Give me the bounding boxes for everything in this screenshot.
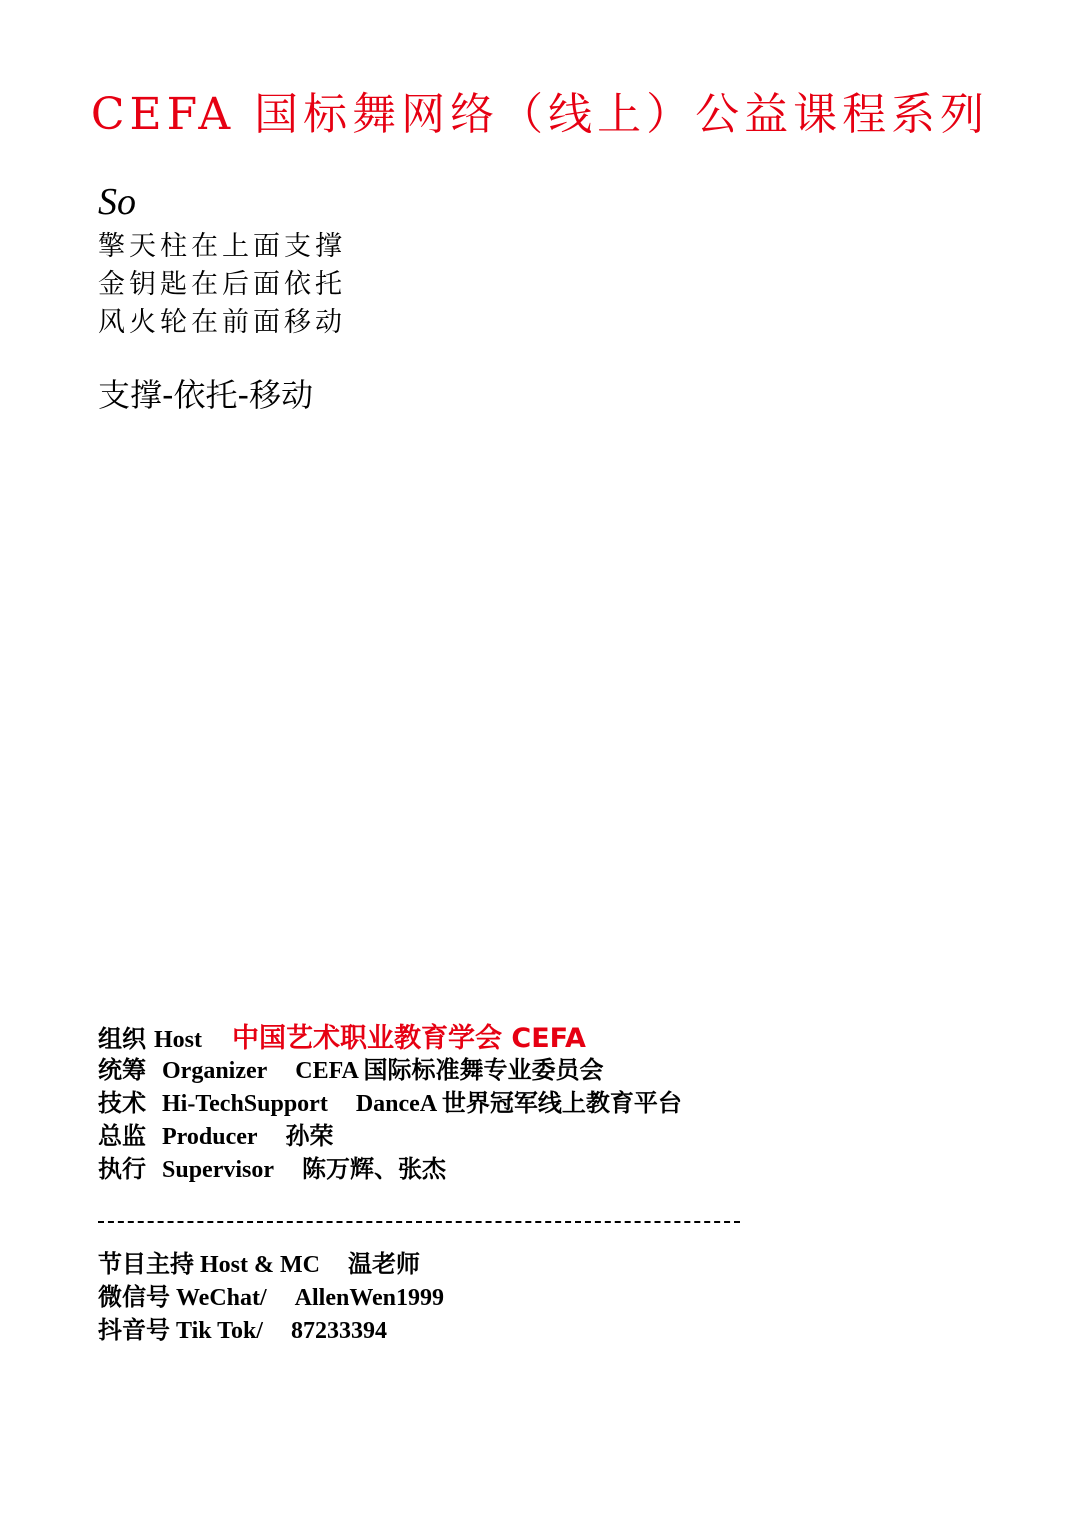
credit-row-supervisor [98,1154,682,1187]
contact-row-wechat [98,1282,444,1315]
credit-value: 中国艺术职业教育学会 CEFA [232,1023,586,1054]
contact-label: 节目主持 Host & MC [98,1252,320,1278]
intro-word: So [98,181,136,223]
credits-block [98,1022,682,1187]
credit-value: DanceA 世界冠军线上教育平台 [355,1091,682,1117]
summary-line: 支撑-依托-移动 [98,376,314,414]
contact-value: AllenWen1999 [294,1285,445,1311]
credit-role-cn: 总监 [98,1124,146,1150]
page-title: CEFA 国标舞网络（线上）公益课程系列 [90,89,990,140]
credit-row-techsupport [98,1088,682,1121]
credit-role-cn: 统筹 [98,1058,146,1084]
contact-row-tiktok [98,1315,444,1348]
credit-role-cn: 执行 [98,1157,146,1183]
dashed-divider [98,1221,740,1223]
credit-row-host [98,1022,682,1055]
contact-row-host-mc [98,1249,444,1282]
credit-role-en: Organizer [162,1058,268,1084]
credit-role-en: Supervisor [162,1157,275,1183]
contact-value: 温老师 [347,1252,420,1278]
contact-label: 微信号 WeChat/ [98,1285,267,1311]
credit-value: 陈万辉、张杰 [302,1157,447,1183]
credit-role-en: Hi-TechSupport [162,1091,328,1117]
contact-value: 87233394 [290,1318,387,1344]
poem-line: 擎天柱在上面支撑 [98,231,346,262]
contact-label: 抖音号 Tik Tok/ [98,1318,263,1344]
poem-block [98,228,346,342]
credit-value: CEFA 国际标准舞专业委员会 [295,1058,604,1084]
credit-value: 孙荣 [285,1124,334,1150]
credit-row-producer [98,1121,682,1154]
credit-row-organizer [98,1055,682,1088]
credit-role-en: Host [154,1027,202,1053]
poem-line: 风火轮在前面移动 [98,307,346,338]
credit-role-cn: 技术 [98,1091,146,1117]
contacts-block [98,1249,444,1348]
poem-line: 金钥匙在后面依托 [98,269,346,300]
credit-role-cn: 组织 [98,1027,146,1053]
credit-role-en: Producer [162,1124,258,1150]
